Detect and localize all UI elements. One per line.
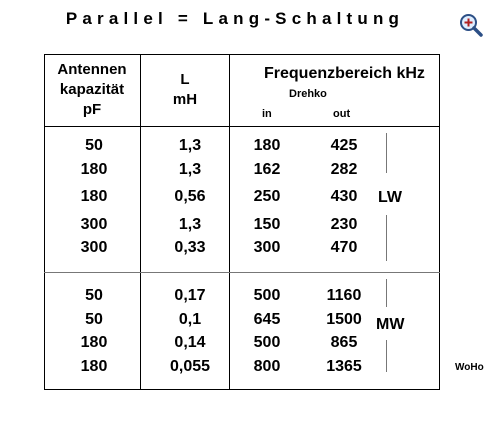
- table-cell-c: 50: [85, 311, 103, 328]
- table-cell-l: 1,3: [178, 137, 202, 154]
- band-label-lw: LW: [378, 189, 402, 206]
- table-cell-c: 180: [80, 358, 108, 375]
- page-title: Parallel = Lang-Schaltung: [65, 9, 405, 28]
- table-cell-l: 0,1: [178, 311, 202, 328]
- lw-bracket-top: [386, 133, 387, 173]
- mw-bracket-bottom: [386, 340, 387, 372]
- header-antenna-capacity: [44, 60, 140, 120]
- table-cell-out: 430: [330, 188, 358, 205]
- table-cell-out: 1365: [326, 358, 362, 375]
- table-cell-out: 470: [330, 239, 358, 256]
- header-divider: [44, 126, 440, 127]
- table-cell-in: 500: [253, 287, 281, 304]
- header-antenna-unit: pF: [82, 101, 102, 118]
- table-cell-c: 300: [80, 239, 108, 256]
- header-antenna-line1: Antennen: [57, 61, 127, 78]
- header-inductance: [141, 70, 229, 110]
- band-divider: [44, 272, 440, 273]
- band-label-mw: MW: [376, 316, 405, 333]
- table-cell-in: 800: [253, 358, 281, 375]
- column-divider: [229, 54, 230, 390]
- table-cell-in: 180: [253, 137, 281, 154]
- table-cell-l: 1,3: [178, 216, 202, 233]
- table-cell-c: 50: [85, 287, 103, 304]
- table-cell-in: 645: [253, 311, 281, 328]
- mw-bracket-top: [386, 279, 387, 307]
- table-cell-out: 1160: [326, 287, 362, 304]
- table-cell-out: 865: [330, 334, 358, 351]
- table-cell-l: 0,055: [169, 358, 211, 375]
- table-cell-l: 0,56: [174, 188, 206, 205]
- header-l-unit: mH: [172, 91, 198, 108]
- magnifier-plus-icon[interactable]: [458, 12, 484, 38]
- table-cell-l: 0,17: [174, 287, 206, 304]
- table-cell-l: 0,14: [174, 334, 206, 351]
- table-cell-in: 150: [253, 216, 281, 233]
- table-cell-l: 1,3: [178, 161, 202, 178]
- table-cell-in: 162: [253, 161, 281, 178]
- header-in: in: [262, 108, 272, 120]
- header-frequency-range: Frequenzbereich kHz: [264, 65, 425, 82]
- lw-bracket-bottom: [386, 215, 387, 261]
- table-cell-out: 282: [330, 161, 358, 178]
- table-cell-c: 300: [80, 216, 108, 233]
- table-cell-out: 230: [330, 216, 358, 233]
- signature: WoHo: [455, 362, 484, 373]
- header-out: out: [333, 108, 351, 120]
- table-cell-out: 1500: [326, 311, 362, 328]
- table-cell-in: 300: [253, 239, 281, 256]
- header-l: L: [180, 71, 190, 88]
- table-cell-c: 50: [85, 137, 103, 154]
- table-cell-out: 425: [330, 137, 358, 154]
- table-cell-in: 500: [253, 334, 281, 351]
- table-cell-c: 180: [80, 334, 108, 351]
- header-antenna-line2: kapazität: [59, 81, 125, 98]
- header-drehko: Drehko: [289, 88, 327, 100]
- table-cell-l: 0,33: [174, 239, 206, 256]
- table-cell-c: 180: [80, 161, 108, 178]
- table-cell-c: 180: [80, 188, 108, 205]
- table-cell-in: 250: [253, 188, 281, 205]
